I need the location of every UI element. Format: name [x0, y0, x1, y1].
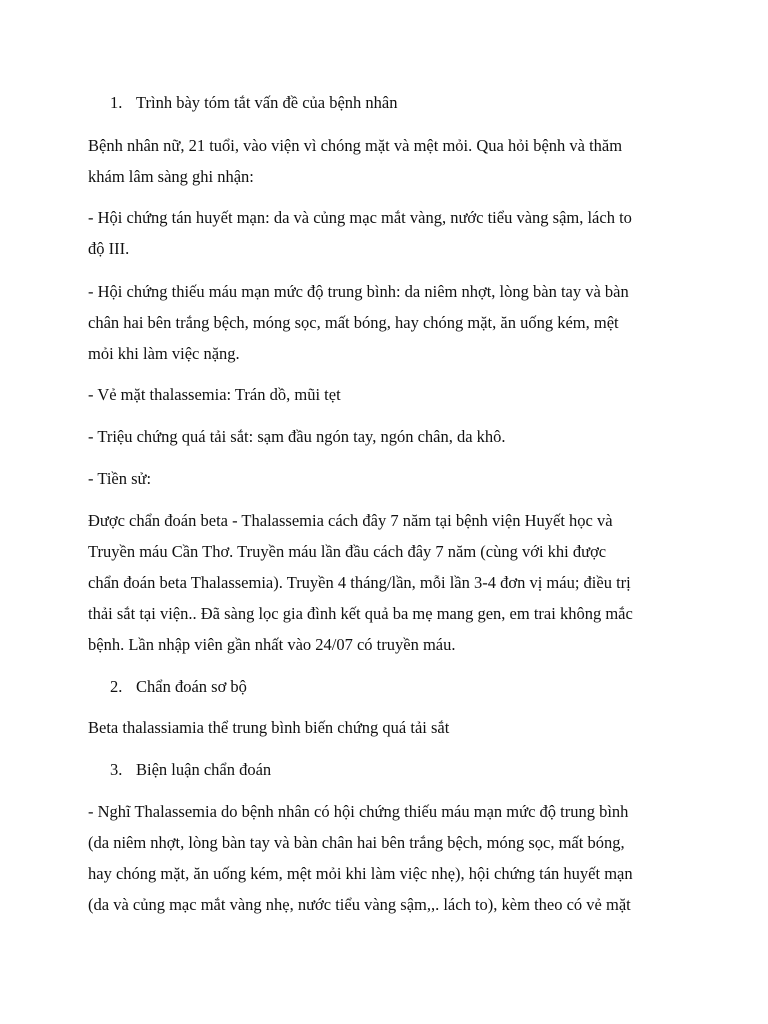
section-heading-1	[110, 93, 398, 113]
paragraph-preliminary-diagnosis	[88, 712, 688, 743]
section-title: Biện luận chẩn đoán	[136, 760, 272, 779]
text-line: thải sắt tại viện.. Đã sàng lọc gia đình kết quả ba mẹ mang gen, em trai không mắc	[88, 604, 633, 623]
text-line: (da niêm nhợt, lòng bàn tay và bàn chân hai bên trắng bệch, móng sọc, mất bóng,	[88, 833, 625, 852]
section-heading-3	[110, 760, 271, 780]
text-line: (da và củng mạc mắt vàng nhẹ, nước tiểu vàng sậm,,. lách to), kèm theo có vẻ mặt	[88, 895, 631, 914]
paragraph-anemia	[88, 276, 688, 369]
text-line: - Nghĩ Thalassemia do bệnh nhân có hội chứng thiếu máu mạn mức độ trung bình	[88, 802, 629, 821]
text-line: khám lâm sàng ghi nhận:	[88, 167, 254, 186]
section-number: 2.	[110, 677, 123, 696]
text-line: bệnh. Lần nhập viên gần nhất vào 24/07 có truyền máu.	[88, 635, 456, 654]
text-line: độ III.	[88, 239, 130, 258]
section-number: 1.	[110, 93, 123, 112]
section-title: Trình bày tóm tắt vấn đề của bệnh nhân	[136, 93, 398, 112]
text-line: - Vẻ mặt thalassemia: Trán dồ, mũi tẹt	[88, 385, 341, 404]
text-line: hay chóng mặt, ăn uống kém, mệt mỏi khi làm việc nhẹ), hội chứng tán huyết mạn	[88, 864, 633, 883]
paragraph-iron-overload	[88, 421, 688, 452]
text-line: chân hai bên trắng bệch, móng sọc, mất bóng, hay chóng mặt, ăn uống kém, mệt	[88, 313, 619, 332]
section-title: Chẩn đoán sơ bộ	[136, 677, 247, 696]
paragraph-intro	[88, 130, 688, 192]
paragraph-history	[88, 505, 688, 660]
text-line: - Hội chứng thiếu máu mạn mức độ trung bình: da niêm nhợt, lòng bàn tay và bàn	[88, 282, 629, 301]
text-line: - Triệu chứng quá tải sắt: sạm đầu ngón tay, ngón chân, da khô.	[88, 427, 506, 446]
text-line: Được chẩn đoán beta - Thalassemia cách đây 7 năm tại bệnh viện Huyết học và	[88, 511, 613, 530]
paragraph-hemolysis	[88, 202, 688, 264]
text-line: mỏi khi làm việc nặng.	[88, 344, 240, 363]
text-line: Bệnh nhân nữ, 21 tuổi, vào viện vì chóng mặt và mệt mỏi. Qua hỏi bệnh và thăm	[88, 136, 623, 155]
paragraph-history-label	[88, 463, 688, 494]
section-heading-2	[110, 677, 247, 697]
text-line: Beta thalassiamia thể trung bình biến chứng quá tải sắt	[88, 718, 450, 737]
paragraph-face	[88, 379, 688, 410]
text-line: Truyền máu Cần Thơ. Truyền máu lần đầu cách đây 7 năm (cùng với khi được	[88, 542, 607, 561]
text-line: chẩn đoán beta Thalassemia). Truyền 4 tháng/lần, mỗi lần 3-4 đơn vị máu; điều trị	[88, 573, 631, 592]
paragraph-reasoning	[88, 796, 688, 920]
text-line: - Hội chứng tán huyết mạn: da và củng mạc mắt vàng, nước tiểu vàng sậm, lách to	[88, 208, 632, 227]
text-line: - Tiền sử:	[88, 469, 152, 488]
section-number: 3.	[110, 760, 123, 779]
